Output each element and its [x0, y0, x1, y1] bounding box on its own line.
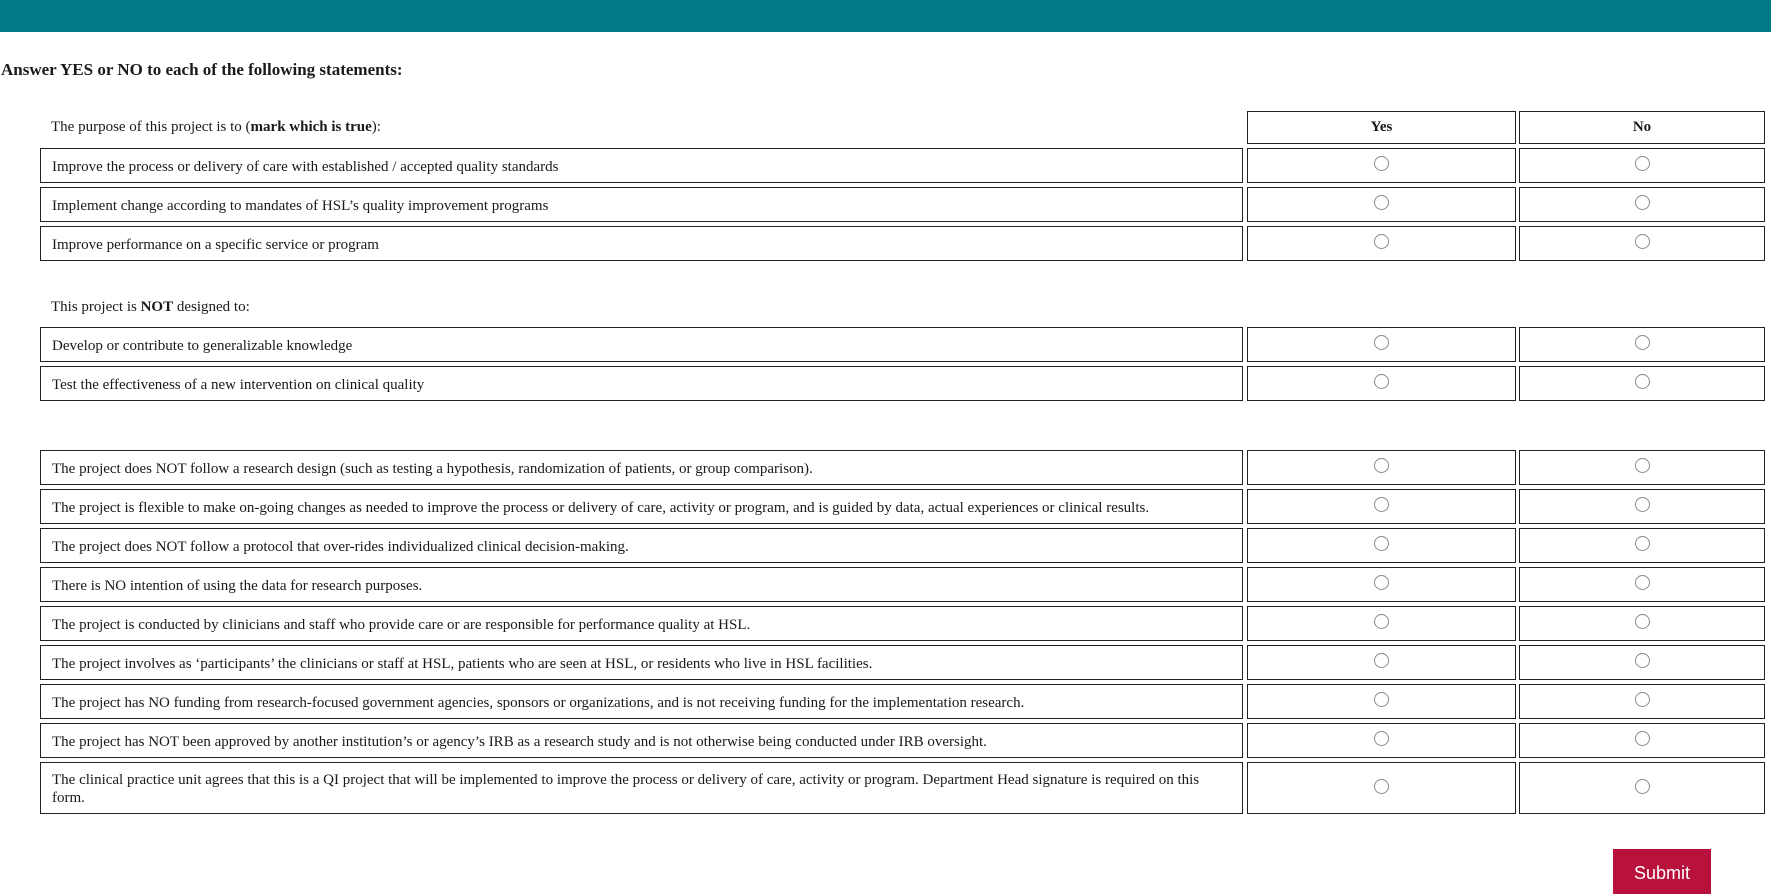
- question-row: [40, 450, 1766, 485]
- not-designed-rows: [40, 327, 1766, 401]
- yes-radio[interactable]: [1374, 156, 1389, 171]
- submit-button[interactable]: Submit: [1613, 849, 1711, 894]
- question-row: [40, 528, 1766, 563]
- question-row: [40, 762, 1766, 814]
- question-row: [40, 327, 1766, 362]
- no-radio[interactable]: [1635, 536, 1650, 551]
- yes-cell: [1247, 567, 1516, 602]
- yes-cell: [1247, 528, 1516, 563]
- question-row: [40, 567, 1766, 602]
- yes-radio[interactable]: [1374, 335, 1389, 350]
- yes-radio[interactable]: [1374, 779, 1389, 794]
- yes-radio[interactable]: [1374, 653, 1389, 668]
- yes-radio[interactable]: [1374, 497, 1389, 512]
- question-text: The project is flexible to make on-going changes as needed to improve the process or delivery of care, activity or program, and is guided by data, actual experiences or clinical results.: [40, 489, 1243, 524]
- yes-cell: [1247, 489, 1516, 524]
- yes-radio[interactable]: [1374, 536, 1389, 551]
- no-cell: [1519, 567, 1765, 602]
- yes-radio[interactable]: [1374, 374, 1389, 389]
- question-text: Develop or contribute to generalizable knowledge: [40, 327, 1243, 362]
- question-row: [40, 684, 1766, 719]
- question-text: Improve the process or delivery of care with established / accepted quality standards: [40, 148, 1243, 183]
- question-row: [40, 606, 1766, 641]
- no-radio[interactable]: [1635, 374, 1650, 389]
- yes-radio[interactable]: [1374, 614, 1389, 629]
- yes-cell: [1247, 645, 1516, 680]
- no-radio[interactable]: [1635, 692, 1650, 707]
- yes-radio[interactable]: [1374, 575, 1389, 590]
- no-cell: [1519, 187, 1765, 222]
- no-cell: [1519, 645, 1765, 680]
- yes-cell: [1247, 450, 1516, 485]
- no-cell: [1519, 366, 1765, 401]
- table-header: [40, 111, 1766, 144]
- question-row: [40, 489, 1766, 524]
- question-text: The project does NOT follow a protocol that over-rides individualized clinical decision-making.: [40, 528, 1243, 563]
- page-heading: Answer YES or NO to each of the following statements:: [1, 60, 403, 79]
- top-banner: [0, 0, 1771, 32]
- no-cell: [1519, 723, 1765, 758]
- no-cell: [1519, 327, 1765, 362]
- question-row: [40, 645, 1766, 680]
- question-text: The project does NOT follow a research design (such as testing a hypothesis, randomization of patients, or group comparison).: [40, 450, 1243, 485]
- yes-cell: [1247, 226, 1516, 261]
- no-cell: [1519, 450, 1765, 485]
- question-text: The project has NO funding from research-focused government agencies, sponsors or organizations, and is not receiving funding for the implementation research.: [40, 684, 1243, 719]
- question-text: The project is conducted by clinicians and staff who provide care or are responsible for performance quality at HSL.: [40, 606, 1243, 641]
- yes-cell: [1247, 606, 1516, 641]
- no-cell: [1519, 684, 1765, 719]
- no-cell: [1519, 226, 1765, 261]
- yes-cell: [1247, 762, 1516, 814]
- question-text: There is NO intention of using the data for research purposes.: [40, 567, 1243, 602]
- no-radio[interactable]: [1635, 653, 1650, 668]
- column-header-yes: Yes: [1247, 111, 1516, 144]
- no-cell: [1519, 606, 1765, 641]
- yes-radio[interactable]: [1374, 731, 1389, 746]
- no-radio[interactable]: [1635, 497, 1650, 512]
- question-row: [40, 187, 1766, 222]
- question-text: The project involves as ‘participants’ the clinicians or staff at HSL, patients who are seen at HSL, or residents who live in HSL facilities.: [40, 645, 1243, 680]
- yes-cell: [1247, 187, 1516, 222]
- section-spacer: [40, 401, 1766, 446]
- yes-cell: [1247, 366, 1516, 401]
- purpose-rows: [40, 148, 1766, 261]
- question-row: [40, 226, 1766, 261]
- no-radio[interactable]: [1635, 156, 1650, 171]
- qi-screening-form: [40, 111, 1766, 814]
- yes-cell: [1247, 327, 1516, 362]
- yes-radio[interactable]: [1374, 195, 1389, 210]
- question-row: [40, 723, 1766, 758]
- no-radio[interactable]: [1635, 614, 1650, 629]
- no-radio[interactable]: [1635, 335, 1650, 350]
- question-text: The project has NOT been approved by another institution’s or agency’s IRB as a research study and is not otherwise being conducted under IRB oversight.: [40, 723, 1243, 758]
- not-designed-emphasis: NOT: [140, 299, 174, 315]
- question-text: The clinical practice unit agrees that this is a QI project that will be implemented to improve the process or delivery of care, activity or program. Department Head signature is required on this form.: [40, 762, 1243, 814]
- no-cell: [1519, 528, 1765, 563]
- yes-radio[interactable]: [1374, 692, 1389, 707]
- no-radio[interactable]: [1635, 731, 1650, 746]
- no-radio[interactable]: [1635, 234, 1650, 249]
- question-row: [40, 366, 1766, 401]
- criteria-rows: [40, 450, 1766, 814]
- yes-radio[interactable]: [1374, 458, 1389, 473]
- column-header-no: No: [1519, 111, 1765, 144]
- no-radio[interactable]: [1635, 575, 1650, 590]
- yes-cell: [1247, 723, 1516, 758]
- no-radio[interactable]: [1635, 195, 1650, 210]
- question-text: Implement change according to mandates of HSL’s quality improvement programs: [40, 187, 1243, 222]
- purpose-intro-emphasis: mark which is true: [250, 119, 372, 135]
- question-text: Improve performance on a specific service or program: [40, 226, 1243, 261]
- no-cell: [1519, 148, 1765, 183]
- section-spacer: [40, 261, 1766, 291]
- no-radio[interactable]: [1635, 458, 1650, 473]
- purpose-intro: The purpose of this project is to (mark which is true):: [51, 119, 381, 135]
- no-radio[interactable]: [1635, 779, 1650, 794]
- no-cell: [1519, 489, 1765, 524]
- question-row: [40, 148, 1766, 183]
- yes-radio[interactable]: [1374, 234, 1389, 249]
- yes-cell: [1247, 684, 1516, 719]
- not-designed-intro: This project is NOT designed to:: [51, 299, 250, 315]
- question-text: Test the effectiveness of a new intervention on clinical quality: [40, 366, 1243, 401]
- yes-cell: [1247, 148, 1516, 183]
- no-cell: [1519, 762, 1765, 814]
